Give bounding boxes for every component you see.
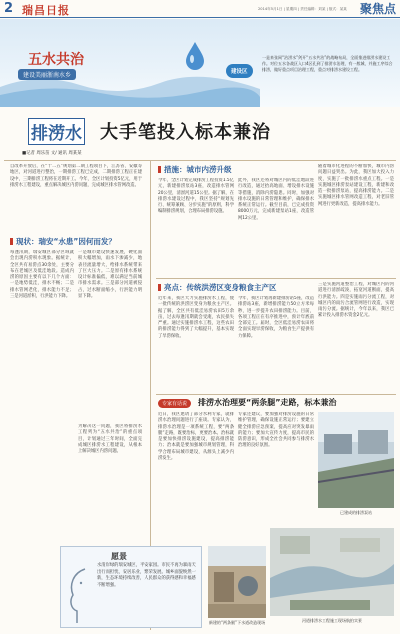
campaign-subslogan: 建设美丽浙南水乡: [18, 69, 76, 80]
subheading-highlight: 亮点：传统洪涝区变身粮食主产区: [158, 282, 277, 293]
vision-title: 愿景: [111, 551, 127, 561]
divider: [4, 160, 396, 161]
photo-pump-station: [318, 412, 394, 508]
lead-paragraph: 一是来张网“治涝水”剑开“五水共治”的战略布局，全面推进排涝水建设工作。对位五水各战区入口4区孔到了排涝水治理，有一般城、并施工序综合排涝，做好重点项目治理工程，重点对排涝水建设工程。: [262, 55, 393, 73]
article-headline: [22, 117, 382, 143]
expert-headline: 排涝水治理要“两条腿”走路，标本兼治: [198, 398, 337, 407]
article-column-2b: 此外，我区还将对城区内的低洼地段进行改造，通过抬高地面、增设排水设施等措施，消除内涝隐患。同时，加强对排水设施的日常管理和维护，确保排水系统正常运行。截至目前，已完成投资8000万元，完成新建泵站1座，改造管网12公里。: [238, 178, 314, 221]
article-column-1c: 一是城市建设快速发展，硬化面积大幅增加，雨水下渗减少，地表径流量增大，给排水系统带来了巨大压力。二是原有排水系统设计标准偏低，难以满足当前城市排水需求。三是部分河道被侵占，过水断面缩小，行洪能力明显下降。: [78, 250, 142, 300]
article-column-5b: 专家还建议，要加强对排涝设施的日常维护管理，确保设施正常运行；要建立健全排涝应急预案，提高应对突发暴雨的能力；要加大宣传力度，提高市民的防涝意识，形成全社会共同参与排涝水治理的良好氛围。: [238, 412, 314, 449]
article-column-1d: 为解决这一问题，我区将排涝水工程列为“五水共治”的重点项目，计划通过三年时间，全面完成城区排涝水工程建设，从根本上解决城区内涝问题。: [78, 424, 142, 455]
article-column-1b: 每逢汛期，瑞安城区部分区域就会出现内涝积水现象。据统计，全区共有易涝点30余处，主要分布在老城区及低洼地段。造成内涝的原因主要有以下几个方面：一是地势低洼，排水不畅；二是排水管网老化，排水能力不足；三是河道淤积，行洪能力下降。: [10, 250, 74, 300]
byline: ■记者 周乐苗 文/ 通讯 周某某: [22, 151, 82, 156]
article-column-2: 今年，全区计划完成排涝工程投资1.5亿元，新建排涝泵站3座，改造排水管网20公里，清淤河道15公里。据了解，在排涝水建设过程中，我区坚持“规划先行、统筹兼顾、分步实施”的原则，科学编制排涝规划，合理布局排涝设施。: [158, 178, 234, 215]
paper-name: 瑞昌日报: [22, 4, 70, 17]
campaign-slogan: 五水共治: [28, 52, 84, 68]
masthead: [0, 0, 400, 18]
article-column-5: 近日，我区邀请了部分水利专家，就排涝水治理问题进行了座谈。专家认为，排涝水治理是一项系统工程，要“两条腿”走路，既要治标，更要治本。治标就是要加快排涝设施建设，提高排涝能力；治本就是要加强城市规划管理，科学合理布局城市建设，从源头上减少内涝发生。: [158, 412, 234, 462]
article-column-4b: 今年，我区计划再新建排涝站5座，改造排涝站3座，新增排涝能力50立方米每秒，进一步提升农田排涝能力。目前，各项工程正在有序推进中，预计年底前全部完工。届时，全区低洼易涝农田将全面实现旱涝保收，为粮食生产提供有力保障。: [238, 296, 314, 339]
article-column-4: 近年来，我区大力实施排涝水工程，使一批传统的洪涝区变身为粮食主产区。据了解，全区共有低洼易涝农田5万余亩，过去每逢汛期就会受淹，农民损失严重。通过实施排涝水工程，这些农田的排涝能力得到了大幅提升，基本实现了旱涝保收。: [158, 296, 234, 339]
caption-photo1: 已建成的排涝泵站: [340, 510, 372, 515]
article-column-3: 随着城市化进程的不断加快，城市内涝问题日益突出。为此，我区加大投入力度，实施了一批排涝水重点工程。一是实施城区排涝泵站建设工程，新建和改造一批排涝泵站，提高排涝能力。二是实施城区排水管网改造工程，对老旧管网进行更新改造，提高排水能力。: [318, 164, 394, 207]
kicker-badge: 建设区: [226, 64, 253, 78]
vision-text: 水清岸绿的瑞安城区，平安家园。市民不再为暴雨天出行而担忧，安居乐业，繁荣发展。城乡面貌焕然一新，生态环境持续改善，人民群众的获得感和幸福感不断增强。: [97, 563, 196, 588]
caption-photo2: 新建的“两条腿”下水道改造现场: [208, 620, 266, 625]
issue-meta: 2014年5月1日 | 星期四 | 责任编辑：刘某 | 版式：某某: [258, 7, 347, 11]
face-illustration: [65, 565, 95, 625]
photo-aerial-river: [270, 528, 394, 616]
divider: [156, 394, 396, 395]
photo-construction: [208, 546, 266, 618]
water-drop-icon: [184, 41, 206, 71]
section-title: 聚焦点: [359, 2, 396, 16]
subheading-status: 现状：瑞安“水患”因何而发？: [10, 236, 116, 247]
headline-text: 大手笔投入标本兼治: [100, 122, 271, 143]
headline-keyword: 排涝水: [28, 118, 85, 145]
vision-box: [60, 546, 202, 628]
banner: [0, 19, 400, 107]
expert-tag: 专家有话说: [158, 399, 191, 408]
divider: [156, 278, 396, 279]
article-column-1: 自改革开放后，在“十二五”规划第二期工程项目下，江苏省、安徽等地区，对河道进行整治，一期排涝工程已完成，二期排涝工程正在建设中，三期排涝工程将在近期开工。今年，全区计划投资5亿元，用于排涝水工程建设，重点解决城区内涝问题，完成城区排水管网改造。: [10, 164, 142, 188]
article-column-3b: 三是实施河道整治工程，对城区内的河道进行清淤疏浚，拓宽河道断面，提高行洪能力。四是实施雨污分流工程，对城区内的雨污合流管网进行改造，实现雨污分流。据统计，今年以来，我区已累计投入排涝水资金2亿元。: [318, 282, 394, 319]
subheading-measures: 措施：城市内涝升级: [158, 164, 232, 175]
caption-photo3: 河道排涝水工程施工现场航拍实景: [302, 618, 362, 623]
page-number: 2: [4, 1, 14, 16]
